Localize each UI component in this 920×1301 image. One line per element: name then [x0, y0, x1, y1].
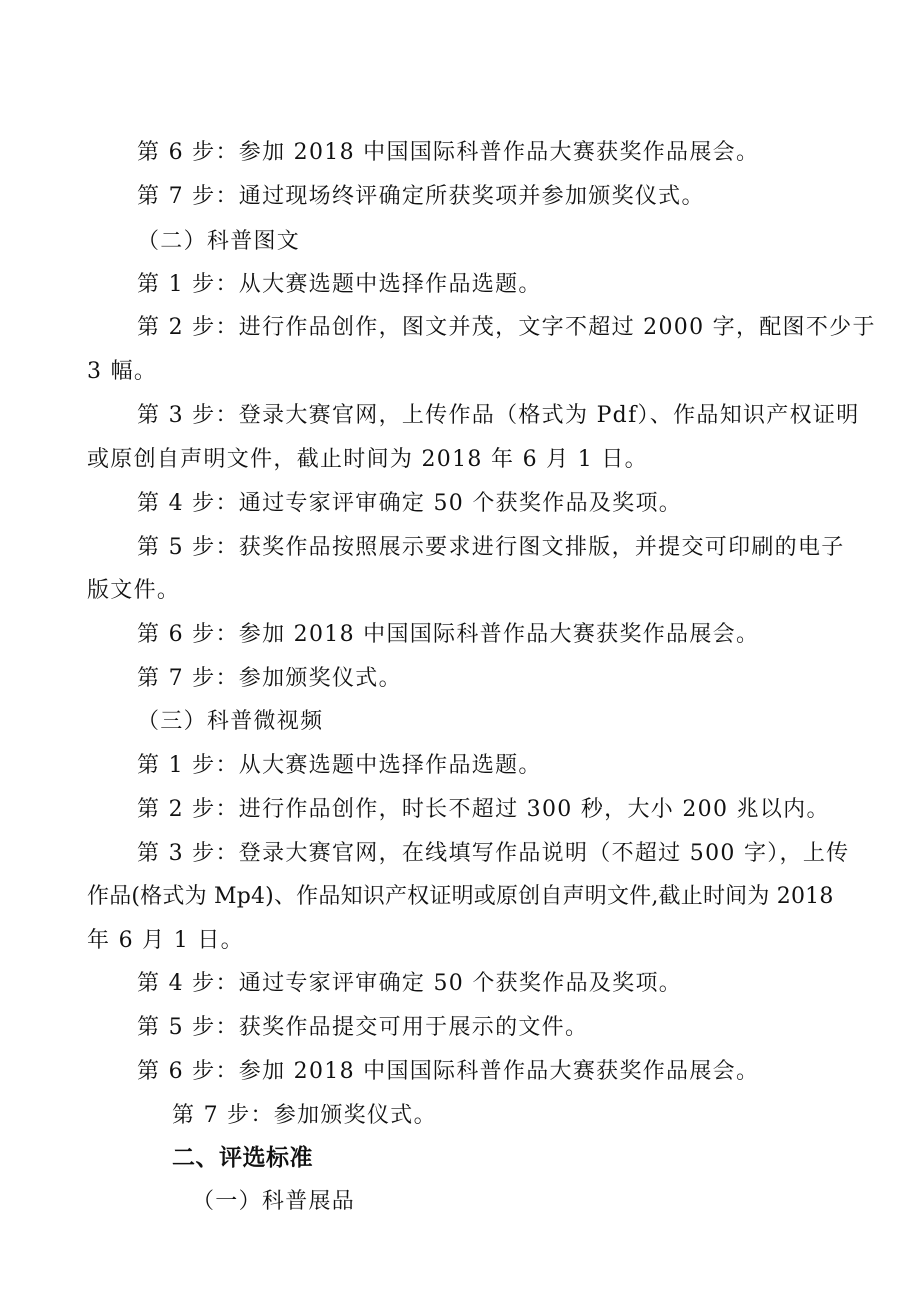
paragraph-line: 版文件。 — [87, 578, 181, 603]
paragraph-line: 第 6 步：参加 2018 中国国际科普作品大赛获奖作品展会。 — [137, 140, 760, 165]
paragraph-line: 第 7 步：参加颁奖仪式。 — [137, 666, 402, 691]
paragraph-line: 第 6 步：参加 2018 中国国际科普作品大赛获奖作品展会。 — [137, 1059, 760, 1084]
paragraph-line: 第 7 步：参加颁奖仪式。 — [172, 1103, 437, 1128]
section-subheading: （二）科普图文 — [137, 229, 301, 254]
paragraph-line: 第 2 步：进行作品创作，图文并茂，文字不超过 2000 字，配图不少于 — [137, 315, 876, 340]
paragraph-line: 第 3 步：登录大赛官网，上传作品（格式为 Pdf）、作品知识产权证明 — [137, 403, 860, 428]
section-subheading: （一）科普展品 — [192, 1189, 356, 1214]
paragraph-line: 第 5 步：获奖作品提交可用于展示的文件。 — [137, 1015, 589, 1040]
paragraph-line: 第 4 步：通过专家评审确定 50 个获奖作品及奖项。 — [137, 971, 683, 996]
paragraph-line: 第 5 步：获奖作品按照展示要求进行图文排版，并提交可印刷的电子 — [137, 535, 845, 560]
paragraph-line: 第 4 步：通过专家评审确定 50 个获奖作品及奖项。 — [137, 491, 683, 516]
paragraph-line: 第 2 步：进行作品创作，时长不超过 300 秒，大小 200 兆以内。 — [137, 797, 830, 822]
section-subheading: （三）科普微视频 — [137, 709, 324, 734]
paragraph-line: 作品(格式为 Mp4)、作品知识产权证明或原创自声明文件,截止时间为 2018 — [87, 884, 834, 909]
paragraph-line: 第 7 步：通过现场终评确定所获奖项并参加颁奖仪式。 — [137, 184, 705, 209]
paragraph-line: 第 3 步：登录大赛官网，在线填写作品说明（不超过 500 字），上传 — [137, 841, 850, 866]
paragraph-line: 或原创自声明文件，截止时间为 2018 年 6 月 1 日。 — [87, 447, 648, 472]
paragraph-line: 第 1 步：从大赛选题中选择作品选题。 — [137, 753, 542, 778]
paragraph-line: 年 6 月 1 日。 — [87, 928, 244, 953]
section-heading: 二、评选标准 — [172, 1145, 313, 1171]
paragraph-line: 第 6 步：参加 2018 中国国际科普作品大赛获奖作品展会。 — [137, 622, 760, 647]
paragraph-line: 3 幅。 — [87, 359, 158, 384]
paragraph-line: 第 1 步：从大赛选题中选择作品选题。 — [137, 272, 542, 297]
